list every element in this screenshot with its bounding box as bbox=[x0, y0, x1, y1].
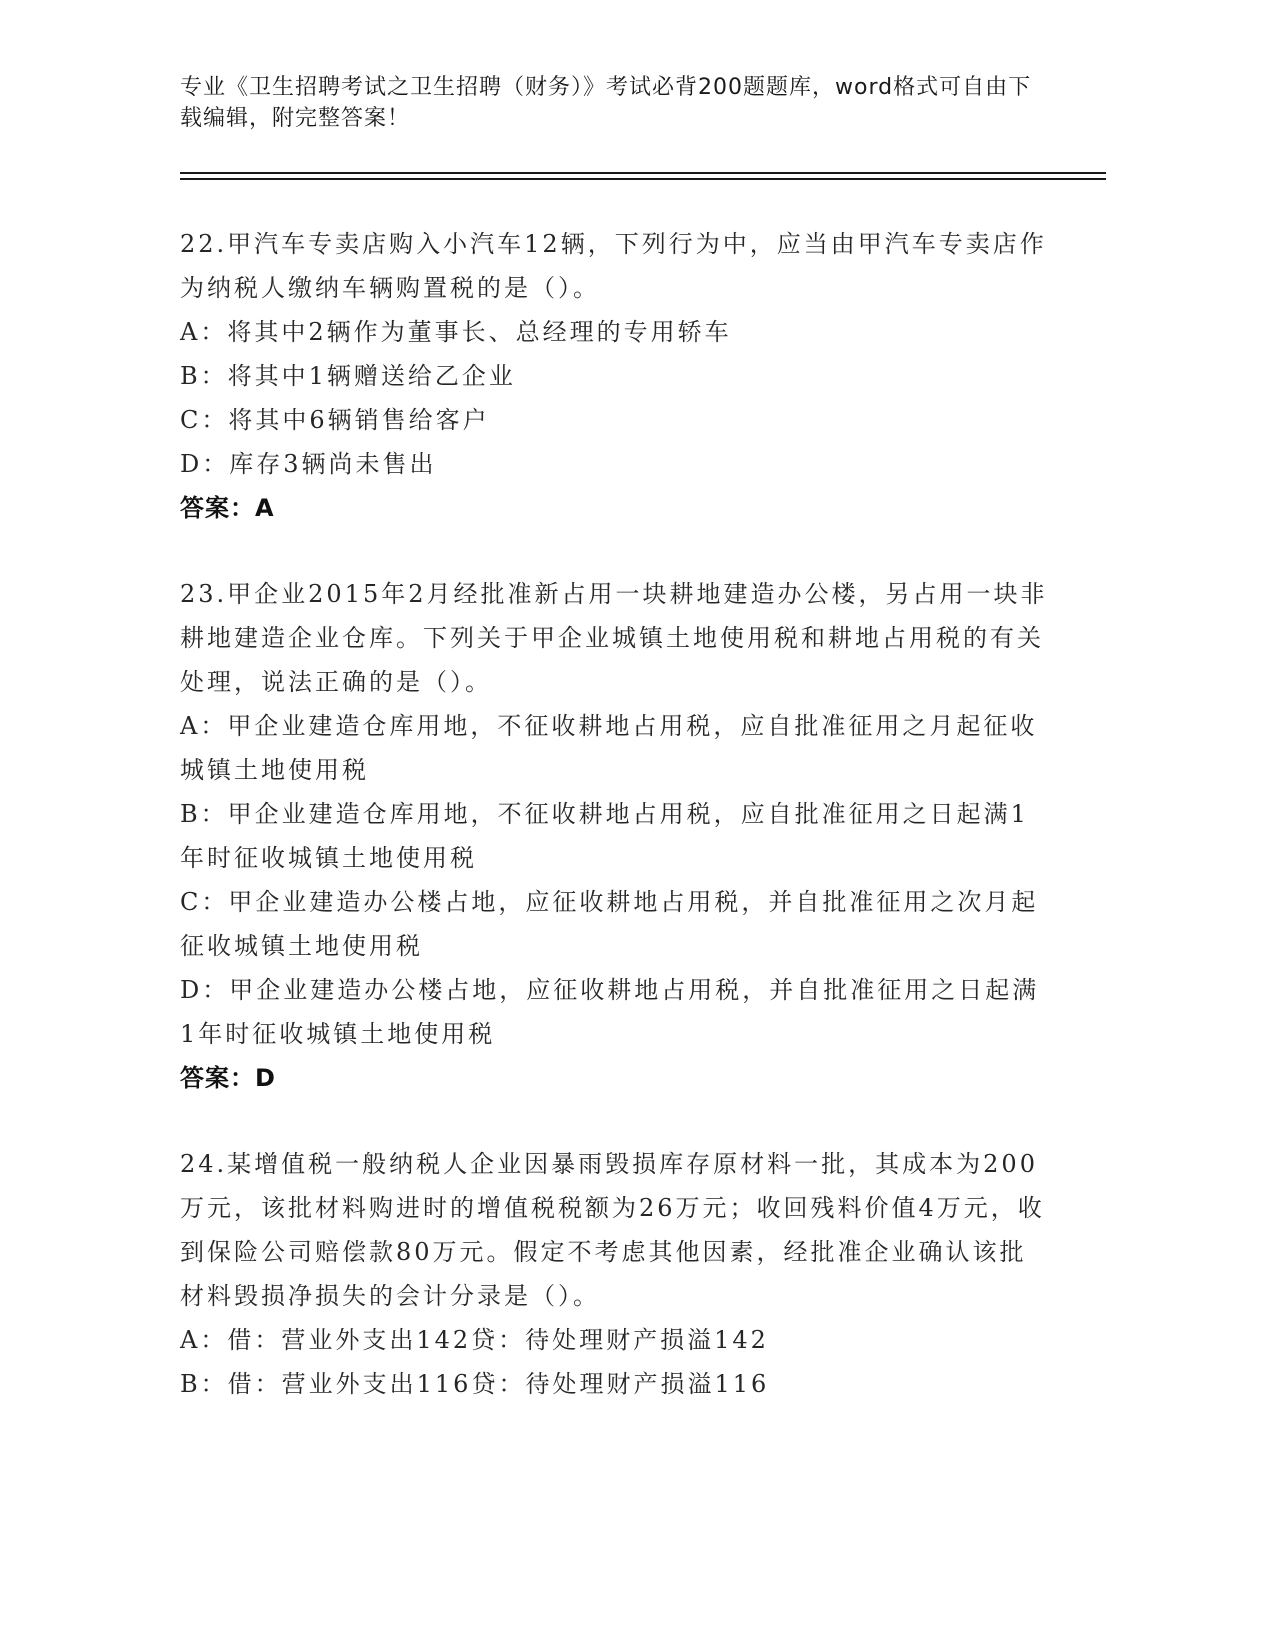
option-a: A：借：营业外支出142贷：待处理财产损溢142 bbox=[180, 1326, 769, 1354]
option-c: C：甲企业建造办公楼占地，应征收耕地占用税，并自批准征用之次月起征收城镇土地使用税 bbox=[180, 888, 1039, 960]
question-list bbox=[180, 222, 1050, 1448]
header-rule-top bbox=[180, 172, 1106, 174]
question-stem: 22.甲汽车专卖店购入小汽车12辆，下列行为中，应当由甲汽车专卖店作为纳税人缴纳车辆购置税的是（）。 bbox=[180, 230, 1047, 302]
option-b: B：将其中1辆赠送给乙企业 bbox=[180, 362, 516, 390]
question-24 bbox=[180, 1142, 1050, 1406]
question-23 bbox=[180, 572, 1050, 1100]
header-rule-bottom bbox=[180, 178, 1106, 180]
option-a: A：将其中2辆作为董事长、总经理的专用轿车 bbox=[180, 318, 732, 346]
option-d: D：库存3辆尚未售出 bbox=[180, 450, 437, 478]
question-22 bbox=[180, 222, 1050, 530]
answer: 答案：D bbox=[180, 1064, 276, 1092]
question-stem: 23.甲企业2015年2月经批准新占用一块耕地建造办公楼，另占用一块非耕地建造企业仓库。下列关于甲企业城镇土地使用税和耕地占用税的有关处理，说法正确的是（）。 bbox=[180, 580, 1048, 696]
question-stem: 24.某增值税一般纳税人企业因暴雨毁损库存原材料一批，其成本为200万元，该批材料购进时的增值税税额为26万元；收回残料价值4万元，收到保险公司赔偿款80万元。假定不考虑其他因素，经批准企业确认该批材料毁损净损失的会计分录是（）。 bbox=[180, 1150, 1045, 1310]
option-a: A：甲企业建造仓库用地，不征收耕地占用税，应自批准征用之月起征收城镇土地使用税 bbox=[180, 712, 1038, 784]
option-b: B：甲企业建造仓库用地，不征收耕地占用税，应自批准征用之日起满1年时征收城镇土地使用税 bbox=[180, 800, 1029, 872]
answer: 答案：A bbox=[180, 494, 275, 522]
option-d: D：甲企业建造办公楼占地，应征收耕地占用税，并自批准征用之日起满1年时征收城镇土地使用税 bbox=[180, 976, 1040, 1048]
option-b: B：借：营业外支出116贷：待处理财产损溢116 bbox=[180, 1370, 770, 1398]
option-c: C：将其中6辆销售给客户 bbox=[180, 406, 490, 434]
document-header: 专业《卫生招聘考试之卫生招聘（财务）》考试必背200题题库，word格式可自由下载编辑，附完整答案！ bbox=[180, 75, 1032, 131]
